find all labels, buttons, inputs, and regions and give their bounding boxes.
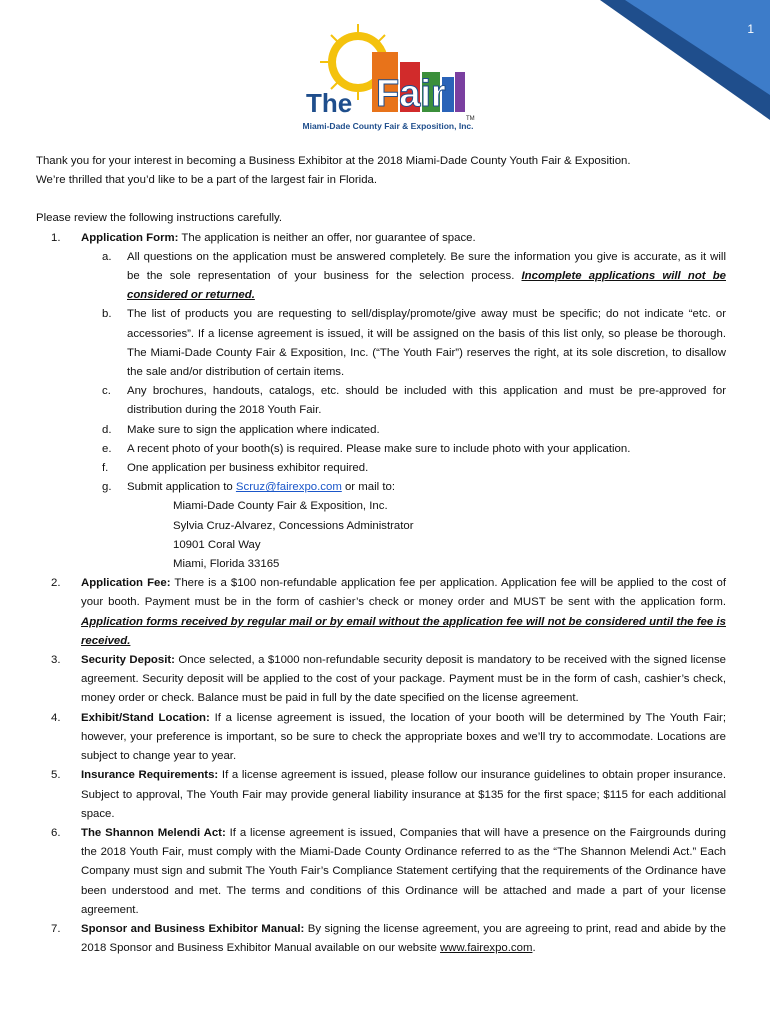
item-number: 7. <box>51 922 61 935</box>
item-title: Sponsor and Business Exhibitor Manual: <box>81 922 305 935</box>
list-item-application-form <box>36 229 726 575</box>
page-corner-decoration <box>570 0 770 120</box>
instructions-list <box>36 229 726 959</box>
sub-letter: d. <box>102 423 112 436</box>
item-text-after: . <box>532 942 536 955</box>
review-instructions: Please review the following instructions carefully. <box>36 212 283 225</box>
item-number: 6. <box>51 826 61 839</box>
item-title: The Shannon Melendi Act: <box>81 826 226 839</box>
sub-item <box>36 305 726 382</box>
item-number: 1. <box>51 231 61 244</box>
item-title: Exhibit/Stand Location: <box>81 711 210 724</box>
item-title: Application Fee: <box>81 577 171 590</box>
sub-text: One application per business exhibitor required. <box>127 462 369 475</box>
address-line: Miami-Dade County Fair & Exposition, Inc. <box>173 500 388 513</box>
item-emphasis: Application forms received by regular mail or by email without the application fee will not be considered until the fee is received. <box>81 615 726 647</box>
item-title: Security Deposit: <box>81 654 175 667</box>
fair-logo <box>300 20 485 135</box>
address-line: 10901 Coral Way <box>173 538 261 551</box>
sub-list <box>81 248 726 574</box>
item-text: Once selected, a $1000 non-refundable security deposit is mandatory to be received with the signed license agreement. Security deposit will be applied to the cost of your package. Payment must be in the form of cash, cashier’s check, money order or check. Balance must be paid in full by the date specified on the license agreement. <box>81 654 726 705</box>
sub-letter: g. <box>102 481 112 494</box>
sub-text: Submit application to <box>127 481 236 494</box>
intro-line-1: Thank you for your interest in becoming a Business Exhibitor at the 2018 Miami-Dade County Youth Fair & Exposition. <box>36 155 631 167</box>
letter-body <box>36 152 726 958</box>
item-text: There is a $100 non-refundable application fee per application. Application fee will be applied to the cost of your booth. Payment must be in the form of cashier’s check or money order and MUST be sent with the application form. <box>81 577 726 609</box>
sub-letter: f. <box>102 462 109 475</box>
logo-the-text: The <box>306 88 353 118</box>
sub-item <box>36 440 726 459</box>
sub-text: The list of products you are requesting to sell/display/promote/give away must be specific; do not indicate “etc. or accessories”. If a license agreement is issued, it will be assigned on the basis of this list only, so please be thorough. The Miami-Dade County Fair & Exposition, Inc. (“The Youth Fair”) reserves the right, at its sole discretion, to disallow the sale and/or distribution of certain items. <box>127 308 726 379</box>
sub-text: Make sure to sign the application where indicated. <box>127 423 380 436</box>
sub-text: All questions on the application must be answered completely. Be sure the information you give is accurate, as it will be the sole representation of your business for the selection process. <box>127 250 726 283</box>
list-item-shannon-melendi-act <box>36 824 726 920</box>
item-text: If a license agreement is issued, the location of your booth will be determined by The Youth Fair; however, your preference is important, so be sure to check the appropriate boxes and we’ll try to accommodate. Locations are subject to change year to year. <box>81 711 726 763</box>
item-number: 4. <box>51 711 61 724</box>
list-item-exhibitor-manual <box>36 920 726 958</box>
list-item-application-fee <box>36 574 726 651</box>
item-text: If a license agreement is issued, please follow our insurance guidelines to obtain proper insurance. Subject to approval, The Youth Fair may provide general liability insurance at $135 for the first space; $115 for each additional space. <box>81 769 726 820</box>
logo-tm: TM <box>466 116 475 122</box>
sub-text-after: or mail to: <box>341 481 395 494</box>
email-link[interactable]: Scruz@fairexpo.com <box>235 481 342 494</box>
list-item-exhibit-location <box>36 709 726 767</box>
list-item-security-deposit <box>36 651 726 709</box>
sub-letter: b. <box>102 308 112 321</box>
sub-text: A recent photo of your booth(s) is required. Please make sure to include photo with your application. <box>127 442 631 455</box>
sub-item <box>36 478 726 574</box>
address-line: Miami, Florida 33165 <box>173 558 280 571</box>
item-text: By signing the license agreement, you are agreeing to print, read and abide by the 2018 Sponsor and Business Exhibitor Manual available on our website <box>81 922 727 955</box>
sub-letter: a. <box>102 250 112 263</box>
sub-text: Any brochures, handouts, catalogs, etc. should be included with this application and must be pre-approved for distribution during the 2018 Youth Fair. <box>127 385 726 417</box>
item-number: 2. <box>51 577 61 590</box>
website-link[interactable]: www.fairexpo.com <box>440 942 533 955</box>
item-title: Insurance Requirements: <box>81 769 219 782</box>
mailing-address <box>127 497 726 574</box>
sub-item <box>36 382 726 420</box>
logo-fair-text: Fair <box>376 73 446 115</box>
item-number: 3. <box>51 654 61 667</box>
item-title: Application Form: <box>81 231 179 244</box>
logo-subtitle: Miami-Dade County Fair & Exposition, Inc. <box>302 121 474 131</box>
sub-item <box>36 421 726 440</box>
sub-item <box>36 459 726 478</box>
item-text: The application is neither an offer, nor guarantee of space. <box>178 231 476 244</box>
sub-item <box>36 248 726 306</box>
item-text: If a license agreement is issued, Companies that will have a presence on the Fairgrounds during the 2018 Youth Fair, must comply with the Miami-Dade County Ordinance referred to as the “The Shannon Melendi Act.” Each Company must sign and submit The Youth Fair’s Compliance Statement certifying that the requirements of the Ordinance have been understood and met. The terms and conditions of this Ordinance will be attached and made a part of your license agreement. <box>81 826 726 916</box>
item-number: 5. <box>51 769 61 782</box>
list-item-insurance <box>36 766 726 824</box>
address-line: Sylvia Cruz-Alvarez, Concessions Administrator <box>173 519 414 532</box>
sub-letter: e. <box>102 442 112 455</box>
sub-emphasis: Incomplete applications will not be considered or returned. <box>127 270 726 302</box>
sub-letter: c. <box>102 385 111 398</box>
page-number: 1 <box>747 22 754 36</box>
intro-line-2: We’re thrilled that you’d like to be a part of the largest fair in Florida. <box>36 174 378 187</box>
